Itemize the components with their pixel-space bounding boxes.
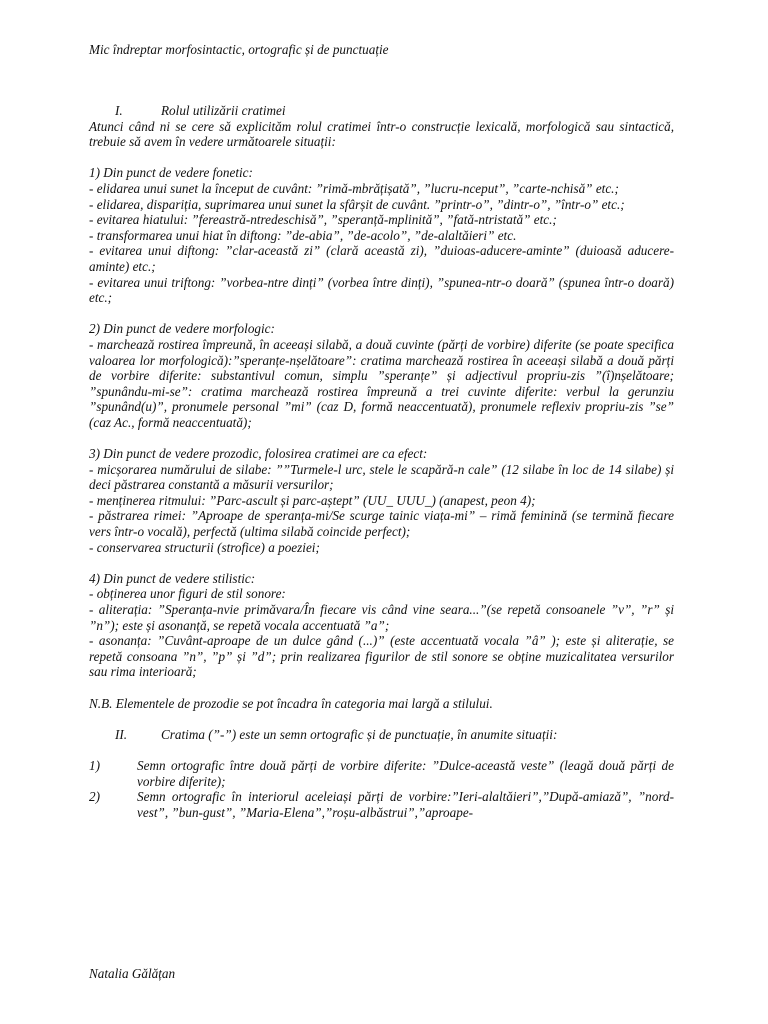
fonetic-title: 1) Din punct de vedere fonetic:	[89, 165, 253, 181]
morfologic-text: - marchează rostirea împreună, în aceeași silabă, a două cuvinte (părți de vorbire) diferite (se poate specifica valoarea lor morfologică):”speranțe-nșelătoare”: cratima marchează rostirea în aceeași silabă a două părți de vorbire diferite: substantivul comun, simplu ”speranțe” și adjectivul propriu-zis ”(î)nșelătoare; ”spunându-mi-se”: cratima marchează rostirea împreună a trei cuvinte diferite: verbul la gerunziu ”spunând(u)”, pronumele personal ”mi” (caz D, formă neaccentuată), pronumele reflexiv propriu-zis ”se” (caz Ac., formă neaccentuată);	[89, 336, 674, 430]
page-footer: Natalia Gălățan	[89, 966, 176, 981]
section-2-heading	[89, 727, 674, 743]
prozodic-item: - micșorarea numărului de silabe: ””Turmele-l urc, stele le scapără-n cale” (12 silabe în loc de 14 silabe) și deci păstrarea constantă a măsurii versurilor;	[89, 461, 674, 493]
stilistic-item: - aliterația: ”Speranța-nvie primăvara/În fiecare vis când vine seara...”(se repetă consoanele ”v”, ”r” și ”n”); este și asonanță, se repetă vocala accentuată ”a”;	[89, 602, 674, 633]
morfologic-title: 2) Din punct de vedere morfologic:	[89, 321, 275, 337]
fonetic-item: - elidarea unui sunet la început de cuvânt: ”rimă-mbrățișată”, ”lucru-nceput”, ”carte-nchisă” etc.;	[89, 180, 619, 196]
list-item	[89, 789, 674, 820]
prozodic-title: 3) Din punct de vedere prozodic, folosirea cratimei are ca efect:	[89, 446, 428, 462]
section-1-intro: Atunci când ni se cere să explicităm rolul cratimei într-o construcție lexicală, morfologică sau sintactică, trebuie să avem în vedere următoarele situații:	[89, 118, 674, 150]
stilistic-item: - obținerea unor figuri de stil sonore:	[89, 586, 286, 602]
section-2-list	[89, 758, 674, 820]
stilistic-item: - asonanța: ”Cuvânt-aproape de un dulce gând (...)” (este accentuată vocala ”â” ); este și aliterație, se repetă consoana ”n”, ”p” și ”d”; prin realizarea figurilor de stil sonore se obține muzicalitatea versurilor sau rima interioară;	[89, 633, 674, 680]
fonetic-item: - evitarea unui diftong: ”clar-această zi” (clară această zi), ”duioas-aducere-aminte” (duioasă aducere-aminte) etc.;	[89, 243, 674, 274]
fonetic-item: - transformarea unui hiat în diftong: ”de-abia”, ”de-acolo”, ”de-alaltăieri” etc.	[89, 227, 517, 243]
section-1-heading	[89, 103, 674, 119]
document-body	[89, 103, 674, 820]
list-item-text: Semn ortografic între două părți de vorbire diferite: ”Dulce-această veste” (leagă două părți de vorbire diferite);	[137, 757, 674, 789]
list-item-number: 1)	[89, 757, 100, 773]
section-2-number: II.	[115, 726, 128, 742]
fonetic-item: - elidarea, dispariția, suprimarea unui sunet la sfârșit de cuvânt. ”printr-o”, ”dintr-o”, ”într-o” etc.;	[89, 196, 625, 212]
section-1-title: Rolul utilizării cratimei	[161, 103, 286, 118]
list-item-number: 2)	[89, 789, 100, 805]
prozodic-item: - păstrarea rimei: ”Aproape de speranța-mi/Se scurge tainic viața-mi” – rimă feminină (se termină fiecare vers într-o vocală), perfectă (ultima silabă coincide perfect);	[89, 508, 674, 540]
nb-note: N.B. Elementele de prozodie se pot încadra în categoria mai largă a stilului.	[89, 695, 493, 711]
list-item-text: Semn ortografic în interiorul aceleiași părți de vorbire:”Ieri-alaltăieri”,”După-amiază”, ”nord-vest”, ”bun-gust”, ”Maria-Elena”,”roșu-albăstrui”,”aproape-	[137, 789, 674, 820]
section-2-title: Cratima (”-”) este un semn ortografic și de punctuație, în anumite situații:	[161, 726, 558, 742]
page-header: Mic îndreptar morfosintactic, ortografic și de punctuație	[89, 42, 389, 57]
section-1-number: I.	[115, 103, 123, 118]
prozodic-item: - menținerea ritmului: ”Parc-ascult și parc-aștept” (UU_ UUU_) (anapest, peon 4);	[89, 492, 536, 508]
stilistic-title: 4) Din punct de vedere stilistic:	[89, 570, 256, 586]
prozodic-item: - conservarea structurii (strofice) a poeziei;	[89, 539, 320, 555]
list-item	[89, 758, 674, 789]
fonetic-item: - evitarea unui triftong: ”vorbea-ntre dinți” (vorbea între dinți), ”spunea-ntr-o doară” (spunea într-o doară) etc.;	[89, 274, 674, 306]
fonetic-item: - evitarea hiatului: ”fereastră-ntredeschisă”, ”speranță-mplinită”, ”fată-ntristată” etc.;	[89, 212, 557, 228]
